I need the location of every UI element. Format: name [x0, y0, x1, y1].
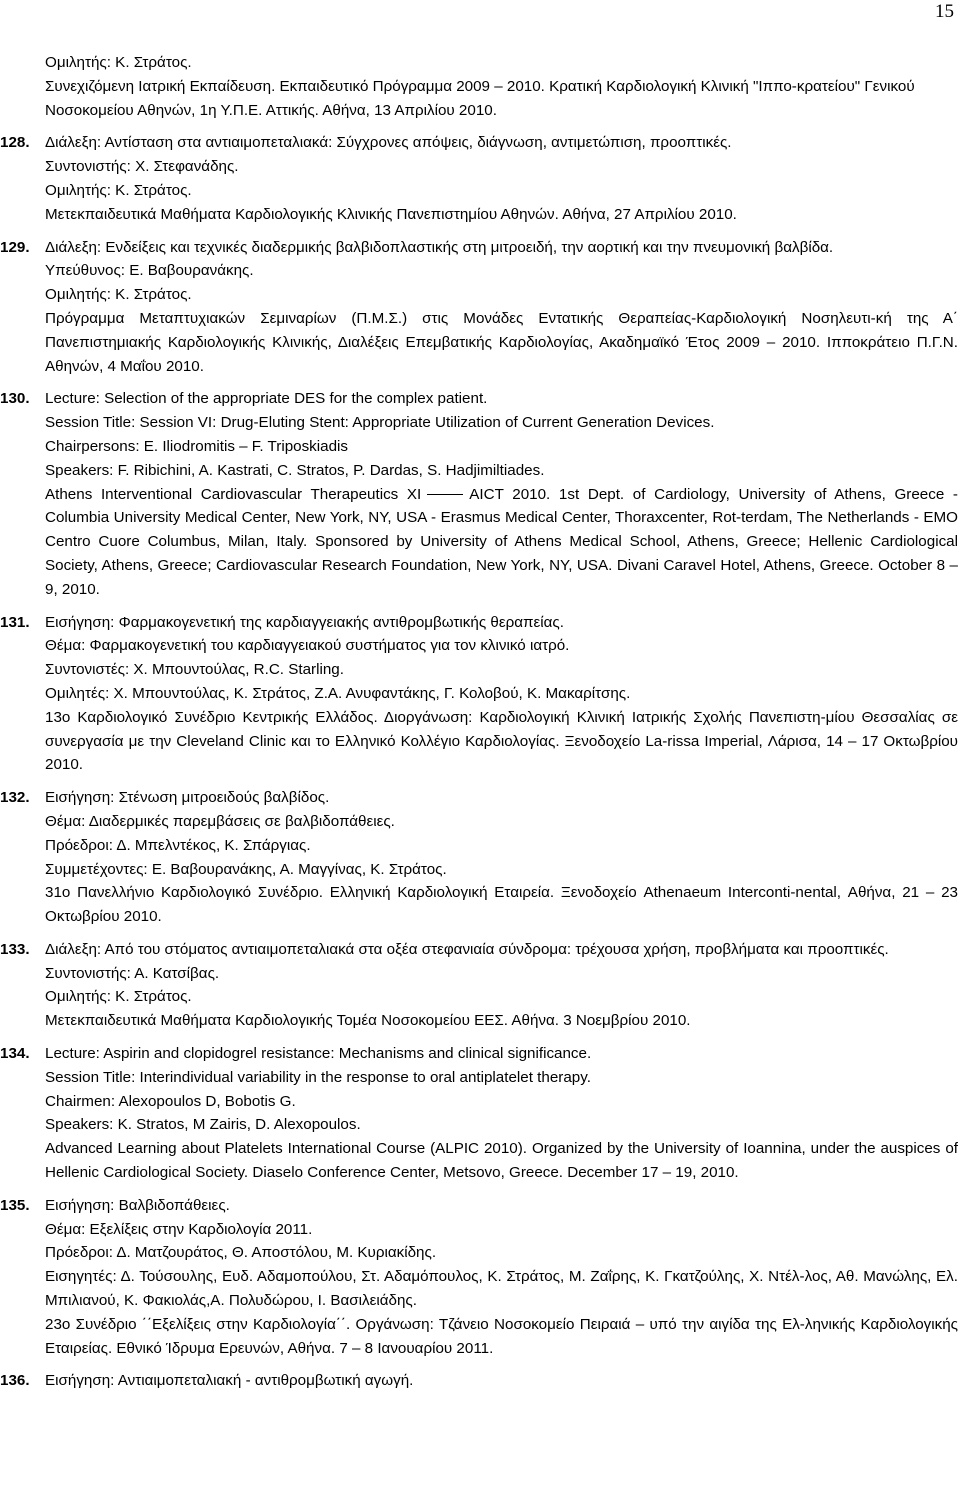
entry-line: Συντονιστές: Χ. Μπουντούλας, R.C. Starling. — [45, 661, 344, 679]
entry-line: Συντονιστής: Χ. Στεφανάδης. — [45, 158, 239, 176]
intro-line: Ομιλητής: Κ. Στράτος. — [45, 54, 192, 71]
entry-line: 13ο Καρδιολογικό Συνέδριο Κεντρικής Ελλάδος. Διοργάνωση: Καρδιολογική Κλινική Ιατρικής Σχολής Πανεπιστη-μίου Θεσσαλίας σε συνεργασία με την Cleveland Clinic και το Ελληνικό Κολλέγιο Καρδιολογίας. Ξενοδοχείο La-rissa Imperial, Λάρισα, 14 – 17 Οκτωβρίου 2010. — [45, 708, 958, 774]
entry-body — [45, 611, 958, 778]
intro-block — [0, 51, 958, 122]
entry-line: Advanced Learning about Platelets International Course (ALPIC 2010). Organized by the University of Ioannina, under the auspices of Hellenic Cardiological Society. Diaselo Conference Center, Metsovo, Greece. December 17 – 19, 2010. — [45, 1140, 958, 1182]
entry-line: Διάλεξη: Ενδείξεις και τεχνικές διαδερμικής βαλβιδοπλαστικής στη μιτροειδή, την αορτική και την πνευμονική βαλβίδα. — [45, 238, 834, 256]
entry-line — [45, 483, 958, 602]
entry-line: Speakers: F. Ribichini, A. Kastrati, C. Stratos, P. Dardas, S. Hadjimiltiades. — [45, 461, 545, 479]
entry-line: Chairpersons: E. Iliodromitis – F. Triposkiadis — [45, 437, 349, 455]
event-details: AICT 2010. 1st Dept. of Cardiology, University of Athens, Greece - Columbia University Medical Center, New York, NY, USA - Erasmus Medical Center, Thoraxcenter, Rot-terdam, The Netherlands - EMO Centro Cuore Columbus, Milan, Italy. Sponsored by University of Athens Medical School, Athens, Greece; Hellenic Cardiological Society, Athens, Greece; Cardiovascular Research Foundation, New York, NY, USA. Divani Caravel Hotel, Athens, Greece. October 8 – 9, 2010. — [45, 485, 958, 598]
entry-line: 23ο Συνέδριο ΄΄Εξελίξεις στην Καρδιολογία΄΄. Οργάνωση: Τζάνειο Νοσοκομείο Πειραιά – υπό την αιγίδα της Ελ-ληνικής Καρδιολογικής Εταιρείας. Εθνικό Ίδρυμα Ερευνών, Αθήνα. 7 – 8 Ιανουαρίου 2011. — [45, 1315, 958, 1357]
entry-line: Διάλεξη: Αντίσταση στα αντιαιμοπεταλιακά: Σύγχρονες απόψεις, διάγνωση, αντιμετώπιση, προοπτικές. — [45, 134, 732, 152]
entry-number: 136. — [0, 1372, 30, 1390]
entry-line: Εισηγητές: Δ. Τούσουλης, Ευδ. Αδαμοπούλου, Στ. Αδαμόπουλος, Κ. Στράτος, Μ. Ζαΐρης, Κ. Γκατζούλης, Χ. Ντέλ-λος, Αθ. Μανώλης, Ελ. Μπιλιανού, Κ. Φακιολάς,Α. Πολυδώρου, Ι. Βασιλειάδης. — [45, 1268, 958, 1310]
entry-number: 133. — [0, 940, 30, 958]
entry-line: Session Title: Interindividual variability in the response to oral antiplatelet therapy. — [45, 1068, 591, 1086]
entry-line: Εισήγηση: Βαλβιδοπάθειες. — [45, 1196, 230, 1214]
entry-line: Θέμα: Φαρμακογενετική του καρδιαγγειακού συστήματος για τον κλινικό ιατρό. — [45, 637, 570, 655]
entry-body — [45, 387, 958, 601]
entry-line: Lecture: Selection of the appropriate DES for the complex patient. — [45, 390, 488, 408]
page-number: 15 — [935, 1, 954, 22]
list-item — [0, 1369, 958, 1393]
entry-line: Εισήγηση: Φαρμακογενετική της καρδιαγγειακής αντιθρομβωτικής θεραπείας. — [45, 613, 564, 631]
entry-line: Εισήγηση: Στένωση μιτροειδούς βαλβίδος. — [45, 789, 330, 807]
list-item — [0, 236, 958, 379]
entry-number: 131. — [0, 613, 30, 631]
entry-line: Session Title: Session VI: Drug-Eluting Stent: Appropriate Utilization of Current Generation Devices. — [45, 414, 715, 432]
intro-line: Συνεχιζόμενη Ιατρική Εκπαίδευση. Εκπαιδευτικό Πρόγραμμα 2009 – 2010. Κρατική Καρδιολογική Κλινική "Ιππο-κρατείου" Γενικού Νοσοκομείου Αθηνών, 1η Υ.Π.Ε. Αττικής. Αθήνα, 13 Απριλίου 2010. — [45, 77, 915, 119]
entry-line: Διάλεξη: Από του στόματος αντιαιμοπεταλιακά στα οξέα στεφανιαία σύνδρομα: τρέχουσα χρήση, προβλήματα και προοπτικές. — [45, 940, 889, 958]
entry-line: Συμμετέχοντες: Ε. Βαβουρανάκης, Α. Μαγγίνας, Κ. Στράτος. — [45, 860, 447, 878]
entry-line: Συντονιστής: Α. Κατσίβας. — [45, 964, 220, 982]
entry-line: Chairmen: Alexopoulos D, Bobotis G. — [45, 1092, 296, 1110]
list-item — [0, 1194, 958, 1361]
entry-number: 132. — [0, 789, 30, 807]
entry-body — [45, 1194, 958, 1361]
list-item — [0, 938, 958, 1033]
entry-body — [45, 786, 958, 929]
entry-number: 134. — [0, 1045, 30, 1063]
entry-body — [45, 1369, 958, 1393]
list-item — [0, 611, 958, 778]
entry-line: Ομιλητής: Κ. Στράτος. — [45, 988, 192, 1006]
entry-line: Πρόγραμμα Μεταπτυχιακών Σεμιναρίων (Π.Μ.Σ.) στις Μονάδες Εντατικής Θεραπείας-Καρδιολογική Νοσηλευτι-κή της Α΄ Πανεπιστημιακής Καρδιολογικής Κλινικής, Διαλέξεις Επεμβατικής Καρδιολογίας, Ακαδημαϊκό Έτος 2009 – 2010. Ιπποκράτειο Π.Γ.Ν. Αθηνών, 4 Μαΐου 2010. — [45, 309, 958, 375]
dash-separator — [427, 494, 463, 495]
entry-body — [45, 1042, 958, 1185]
entry-number: 129. — [0, 238, 30, 256]
entry-line: Θέμα: Εξελίξεις στην Καρδιολογία 2011. — [45, 1220, 313, 1238]
entry-line: Ομιλητής: Κ. Στράτος. — [45, 181, 192, 199]
entry-body — [45, 131, 958, 226]
entry-line: Πρόεδροι: Δ. Ματζουράτος, Θ. Αποστόλου, Μ. Κυριακίδης. — [45, 1244, 437, 1262]
list-item — [0, 131, 958, 226]
entry-line: Speakers: K. Stratos, M Zairis, D. Alexopoulos. — [45, 1116, 361, 1134]
list-item — [0, 1042, 958, 1185]
document-body — [0, 51, 958, 1402]
list-item — [0, 387, 958, 601]
entry-line: Μετεκπαιδευτικά Μαθήματα Καρδιολογικής Κλινικής Πανεπιστημίου Αθηνών. Αθήνα, 27 Απριλίου 2010. — [45, 205, 737, 223]
entry-line: Υπεύθυνος: Ε. Βαβουρανάκης. — [45, 262, 254, 280]
entry-line: Μετεκπαιδευτικά Μαθήματα Καρδιολογικής Τομέα Νοσοκομείου ΕΕΣ. Αθήνα. 3 Νοεμβρίου 2010. — [45, 1012, 691, 1030]
entry-line: Πρόεδροι: Δ. Μπελντέκος, Κ. Σπάργιας. — [45, 836, 311, 854]
entry-line: Ομιλητές: Χ. Μπουντούλας, Κ. Στράτος, Ζ.Α. Ανυφαντάκης, Γ. Κολοβού, Κ. Μακαρίτσης. — [45, 684, 631, 702]
event-name: Athens Interventional Cardiovascular Therapeutics XI — [45, 485, 422, 503]
entry-line: Θέμα: Διαδερμικές παρεμβάσεις σε βαλβιδοπάθειες. — [45, 812, 395, 830]
entry-line: 31ο Πανελλήνιο Καρδιολογικό Συνέδριο. Ελληνική Καρδιολογική Εταιρεία. Ξενοδοχείο Athenaeum Interconti-nental, Αθήνα, 21 – 23 Οκτωβρίου 2010. — [45, 884, 958, 926]
entry-line: Ομιλητής: Κ. Στράτος. — [45, 286, 192, 304]
entry-body — [45, 938, 958, 1033]
entry-number: 135. — [0, 1196, 30, 1214]
entry-line: Lecture: Aspirin and clopidogrel resistance: Mechanisms and clinical significance. — [45, 1045, 592, 1063]
entry-number: 128. — [0, 134, 30, 152]
list-item — [0, 786, 958, 929]
entry-line: Εισήγηση: Αντιαιμοπεταλιακή - αντιθρομβωτική αγωγή. — [45, 1372, 414, 1390]
entry-number: 130. — [0, 390, 30, 408]
entry-body — [45, 236, 958, 379]
